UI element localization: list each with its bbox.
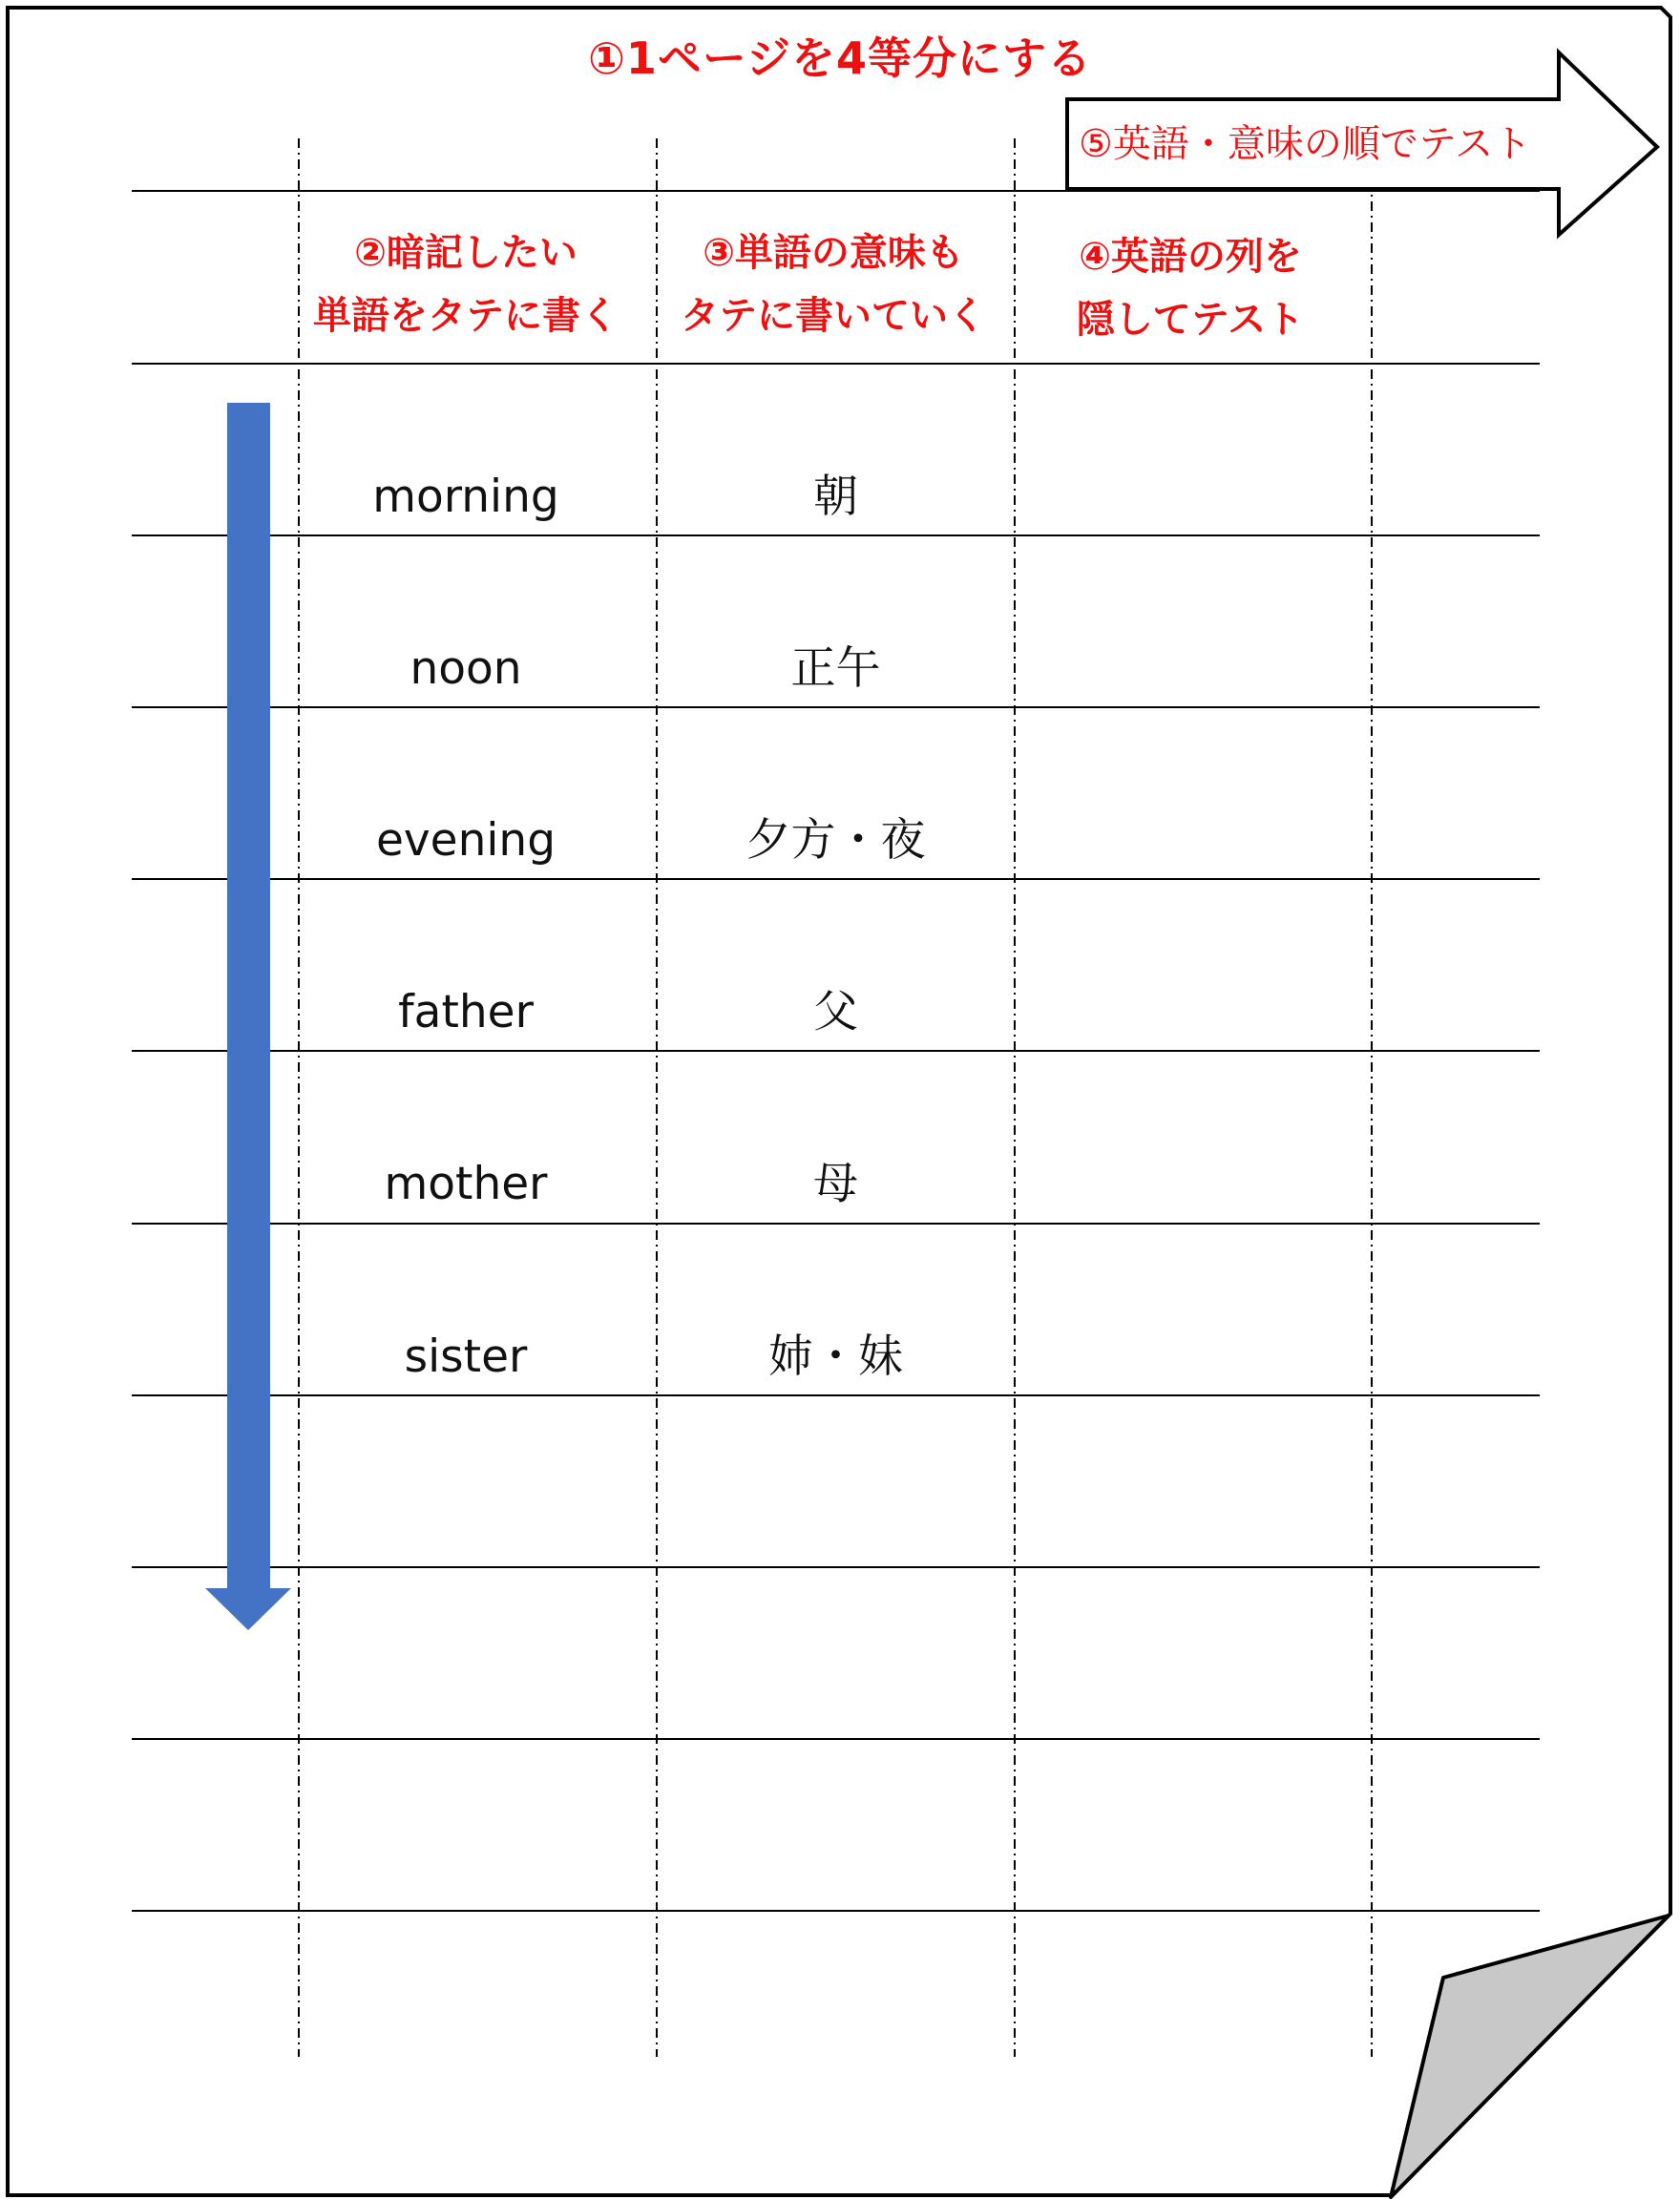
- vocab-word: father: [398, 986, 534, 1038]
- vocab-word: morning: [372, 471, 559, 523]
- vocab-meaning: 正午: [790, 642, 881, 695]
- step2-line2: 単語をタテに書く: [313, 294, 619, 338]
- vocab-row: [0, 535, 1680, 707]
- vocab-row: [0, 1051, 1680, 1223]
- step4-column-header: [1014, 225, 1367, 351]
- vocab-row: [0, 707, 1680, 879]
- step4-line1: ④英語の列を: [1079, 235, 1302, 279]
- vocab-row: [0, 1224, 1680, 1395]
- step2-line1: ②暗記したい: [354, 231, 578, 275]
- step5-test-order: ⑤英語・意味の順でテスト: [1079, 122, 1532, 166]
- vocab-meaning: 夕方・夜: [746, 814, 926, 867]
- step3-line2: タテに書いていく: [681, 294, 986, 338]
- step1-divide-page: ①1ページを4等分にする: [587, 32, 1093, 84]
- step4-line2: 隠してテスト: [1076, 298, 1305, 342]
- vocab-word: sister: [404, 1330, 528, 1383]
- step3-column-header: [657, 221, 1010, 347]
- vocab-meaning: 母: [813, 1158, 858, 1210]
- vocab-word: evening: [375, 814, 556, 867]
- step2-column-header: [289, 221, 642, 347]
- vocab-word: noon: [410, 642, 522, 695]
- vocab-meaning: 朝: [813, 471, 858, 523]
- vocab-word: mother: [384, 1158, 548, 1210]
- step3-line1: ③単語の意味も: [703, 231, 964, 275]
- vocab-meaning: 父: [813, 986, 858, 1038]
- vocab-meaning: 姉・妹: [768, 1330, 903, 1383]
- vocab-row: [0, 879, 1680, 1051]
- vocab-row: [0, 364, 1680, 535]
